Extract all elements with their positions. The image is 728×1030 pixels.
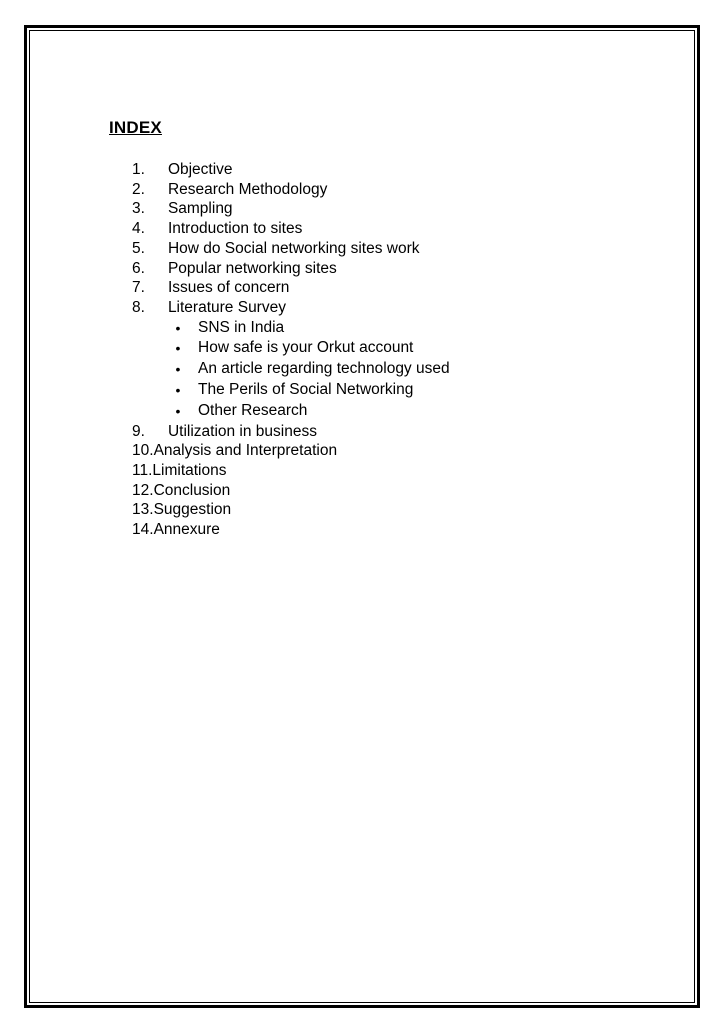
item-number: 12. [132, 481, 154, 499]
item-label: Introduction to sites [167, 220, 303, 238]
item-number: 14. [132, 521, 154, 539]
item-label: Annexure [153, 521, 220, 539]
item-number: 1. [132, 161, 145, 178]
item-number: 7. [132, 279, 145, 297]
item-number: 6. [132, 259, 145, 277]
bullet-icon: • [175, 382, 181, 399]
sub-item-label: The Perils of Social Networking [198, 381, 414, 399]
list-item [132, 441, 450, 461]
sub-item-label: How safe is your Orkut account [198, 339, 414, 357]
list-item [132, 481, 450, 501]
item-label: Sampling [167, 200, 233, 218]
item-label: How do Social networking sites work [167, 239, 420, 257]
item-label: Research Methodology [167, 180, 328, 198]
list-item [132, 239, 450, 259]
list-item [132, 520, 450, 540]
list-item [132, 160, 450, 180]
bullet-icon: • [175, 340, 181, 357]
list-item [132, 422, 450, 442]
item-number: 10. [132, 442, 154, 460]
list-item [132, 298, 450, 318]
list-item [132, 461, 450, 481]
item-number: 11. [132, 462, 153, 480]
item-number: 2. [132, 180, 145, 198]
bullet-icon: • [175, 361, 181, 378]
sub-list-item [132, 318, 450, 339]
item-label: Analysis and Interpretation [153, 442, 338, 460]
page-title: INDEX [109, 118, 162, 137]
item-label: Suggestion [153, 501, 232, 519]
sub-list-item [132, 380, 450, 401]
sub-item-label: SNS in India [198, 318, 285, 336]
bullet-icon: • [175, 402, 181, 419]
item-label: Objective [167, 161, 233, 178]
item-label: Popular networking sites [167, 259, 337, 277]
list-item [132, 180, 450, 200]
list-item [132, 500, 450, 520]
item-label: Limitations [152, 462, 227, 480]
sub-list-item [132, 338, 450, 359]
item-number: 13. [132, 501, 154, 519]
item-number: 4. [132, 220, 145, 238]
index-list [132, 160, 450, 540]
item-label: Conclusion [153, 481, 231, 499]
sub-list-item [132, 401, 450, 422]
list-item [132, 199, 450, 219]
item-label: Literature Survey [167, 298, 286, 316]
sub-list-item [132, 359, 450, 380]
item-number: 9. [132, 422, 145, 440]
item-number: 8. [132, 298, 145, 316]
item-number: 5. [132, 239, 145, 257]
bullet-icon: • [175, 319, 181, 336]
sub-item-label: An article regarding technology used [198, 360, 450, 378]
item-number: 3. [132, 200, 145, 218]
list-item [132, 219, 450, 239]
sub-item-label: Other Research [198, 401, 308, 419]
item-label: Utilization in business [167, 422, 317, 440]
item-label: Issues of concern [167, 279, 290, 297]
list-item [132, 278, 450, 298]
list-item [132, 259, 450, 279]
